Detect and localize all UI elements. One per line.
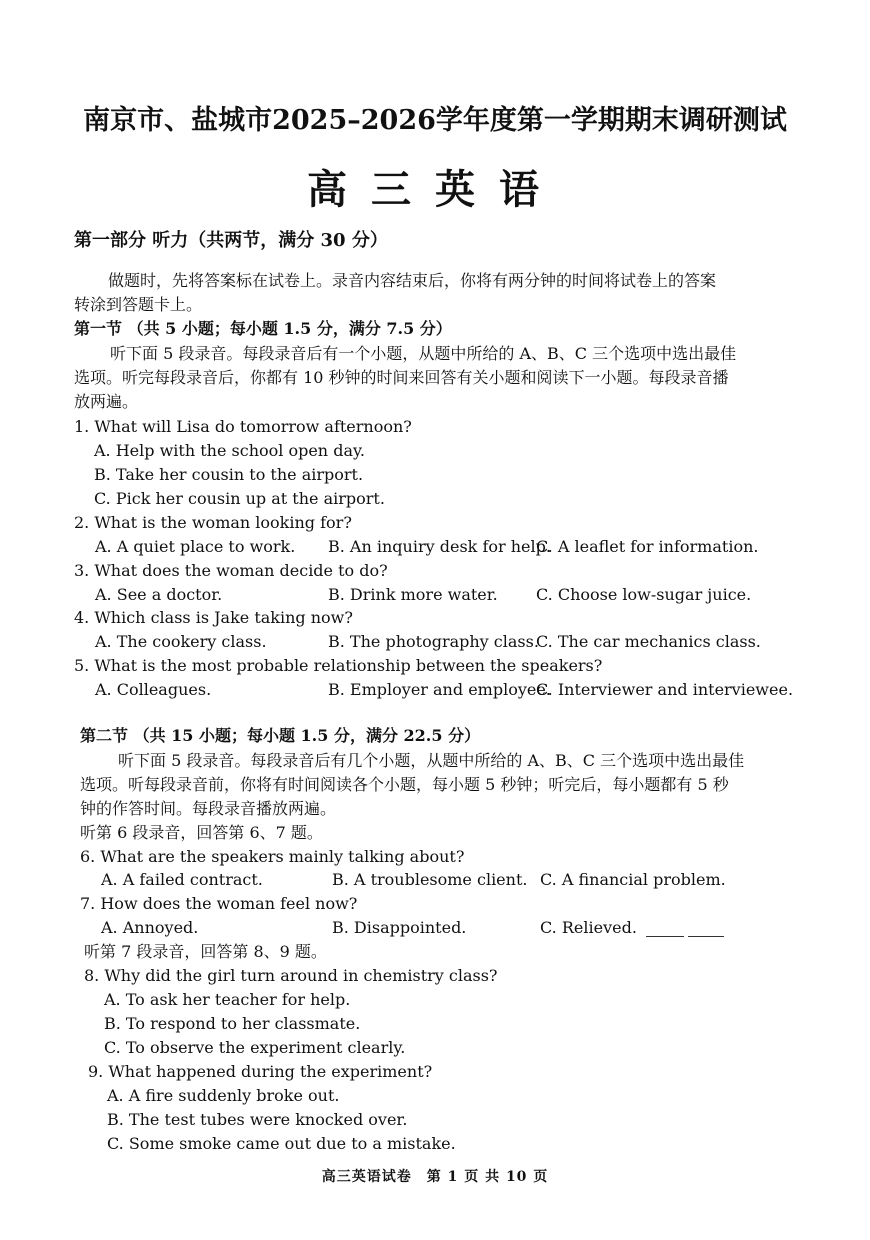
option-1c: C. Pick her cousin up at the airport. bbox=[94, 489, 385, 508]
option-3a: A. See a doctor. bbox=[95, 585, 223, 604]
option-5b: B. Employer and employee. bbox=[328, 680, 551, 699]
option-7a: A. Annoyed. bbox=[101, 918, 199, 937]
exam-subtitle: 高三英语 bbox=[307, 166, 563, 213]
option-8b: B. To respond to her classmate. bbox=[104, 1014, 361, 1033]
section2-instr-line1: 听下面 5 段录音。每段录音后有几个小题，从题中所给的 A、B、C 三个选项中选出最佳 bbox=[118, 751, 745, 770]
option-2b: B. An inquiry desk for help. bbox=[328, 537, 551, 556]
question-5: 5. What is the most probable relationship between the speakers? bbox=[74, 656, 603, 675]
option-8a: A. To ask her teacher for help. bbox=[104, 990, 351, 1009]
option-7c: C. Relieved. bbox=[540, 918, 637, 937]
recording-6-label: 听第 6 段录音，回答第 6、7 题。 bbox=[80, 823, 323, 842]
recording-7-label: 听第 7 段录音，回答第 8、9 题。 bbox=[84, 942, 327, 961]
section1-heading: 第一节 （共 5 小题；每小题 1.5 分，满分 7.5 分） bbox=[74, 319, 452, 338]
section2-instr-line3: 钟的作答时间。每段录音播放两遍。 bbox=[80, 799, 337, 818]
question-9: 9. What happened during the experiment? bbox=[88, 1062, 433, 1081]
option-1a: A. Help with the school open day. bbox=[94, 441, 365, 460]
stray-mark bbox=[646, 936, 684, 937]
question-2: 2. What is the woman looking for? bbox=[74, 513, 352, 532]
part1-intro-line1: 做题时，先将答案标在试卷上。录音内容结束后，你将有两分钟的时间将试卷上的答案 bbox=[108, 271, 717, 290]
question-3: 3. What does the woman decide to do? bbox=[74, 561, 388, 580]
part1-heading: 第一部分 听力（共两节，满分 30 分） bbox=[74, 230, 388, 251]
question-7: 7. How does the woman feel now? bbox=[80, 894, 358, 913]
option-9b: B. The test tubes were knocked over. bbox=[107, 1110, 408, 1129]
question-1: 1. What will Lisa do tomorrow afternoon? bbox=[74, 417, 412, 436]
option-4a: A. The cookery class. bbox=[95, 632, 267, 651]
option-2c: C. A leaflet for information. bbox=[536, 537, 759, 556]
option-6c: C. A financial problem. bbox=[540, 870, 726, 889]
section2-instr-line2: 选项。听每段录音前，你将有时间阅读各个小题，每小题 5 秒钟；听完后，每小题都有 5 秒 bbox=[80, 775, 729, 794]
option-6b: B. A troublesome client. bbox=[332, 870, 528, 889]
option-4c: C. The car mechanics class. bbox=[536, 632, 761, 651]
page-footer: 高三英语试卷 第 1 页 共 10 页 bbox=[321, 1169, 549, 1185]
option-2a: A. A quiet place to work. bbox=[95, 537, 296, 556]
question-6: 6. What are the speakers mainly talking about? bbox=[80, 847, 465, 866]
option-4b: B. The photography class. bbox=[328, 632, 539, 651]
option-7b: B. Disappointed. bbox=[332, 918, 467, 937]
option-9a: A. A fire suddenly broke out. bbox=[107, 1086, 340, 1105]
section1-instr-line2: 选项。听完每段录音后，你都有 10 秒钟的时间来回答有关小题和阅读下一小题。每段录音播 bbox=[74, 368, 729, 387]
option-1b: B. Take her cousin to the airport. bbox=[94, 465, 364, 484]
option-5c: C. Interviewer and interviewee. bbox=[536, 680, 794, 699]
section1-instr-line1: 听下面 5 段录音。每段录音后有一个小题，从题中所给的 A、B、C 三个选项中选出最佳 bbox=[110, 344, 737, 363]
option-5a: A. Colleagues. bbox=[95, 680, 212, 699]
section1-instr-line3: 放两遍。 bbox=[74, 392, 139, 411]
section2-heading: 第二节 （共 15 小题；每小题 1.5 分，满分 22.5 分） bbox=[80, 726, 481, 745]
option-6a: A. A failed contract. bbox=[101, 870, 263, 889]
stray-mark bbox=[688, 936, 724, 937]
question-4: 4. Which class is Jake taking now? bbox=[74, 608, 353, 627]
option-8c: C. To observe the experiment clearly. bbox=[104, 1038, 406, 1057]
question-8: 8. Why did the girl turn around in chemistry class? bbox=[84, 966, 498, 985]
option-9c: C. Some smoke came out due to a mistake. bbox=[107, 1134, 456, 1153]
part1-intro-line2: 转涂到答题卡上。 bbox=[74, 295, 203, 314]
exam-title: 南京市、盐城市2025–2026学年度第一学期期末调研测试 bbox=[83, 105, 787, 136]
option-3b: B. Drink more water. bbox=[328, 585, 498, 604]
option-3c: C. Choose low-sugar juice. bbox=[536, 585, 752, 604]
